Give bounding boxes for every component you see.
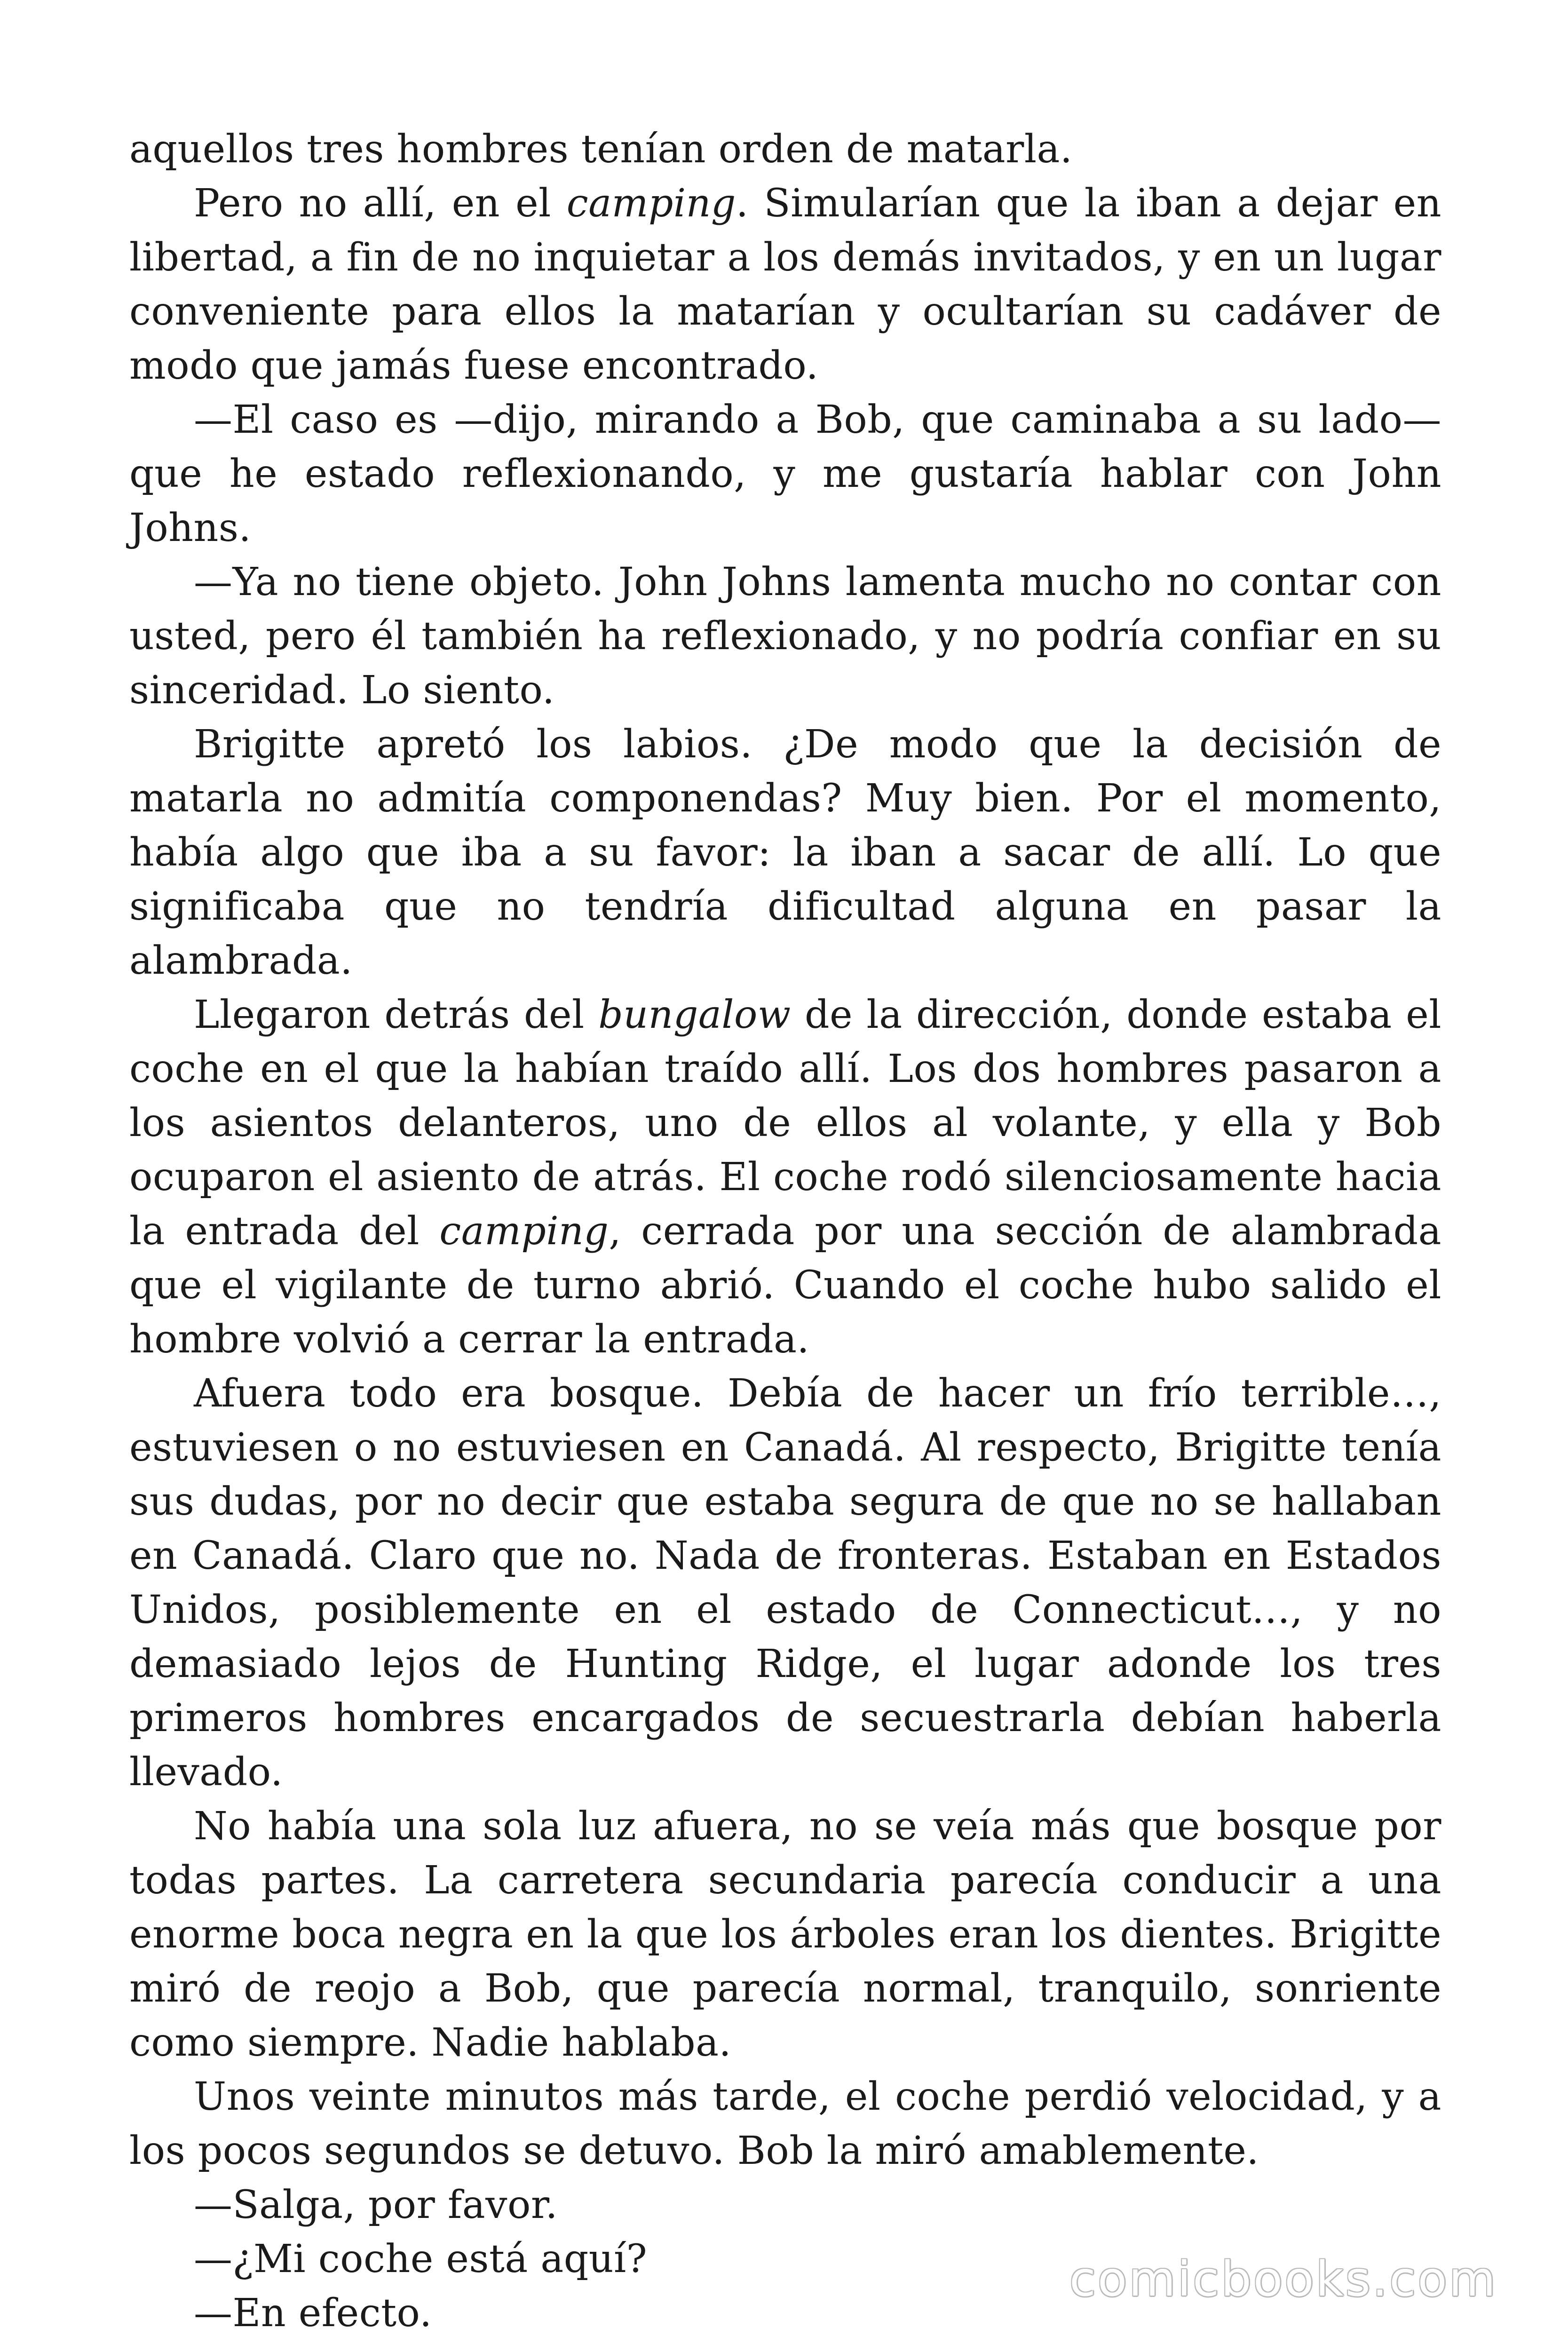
text-run: —Ya no tiene objeto. John Johns lamenta mucho no contar con usted, pero él también ha reflexionado, y no podría confiar en su sinceridad. Lo siento. (129, 560, 1441, 713)
paragraph (129, 555, 1441, 717)
text-run: . Simularían que la iban a dejar en libertad, a fin de no inquietar a los demás invitados, y en un lugar conveniente para ellos la matarían y ocultarían su cadáver de modo que jamás fuese encontrado. (129, 181, 1442, 388)
text-run: Llegaron detrás del (194, 993, 599, 1037)
paragraph (129, 176, 1441, 393)
text-run: —En efecto. (194, 2291, 432, 2336)
text-run: Brigitte apretó los labios. ¿De modo que la decisión de matarla no admitía componendas? Muy bien. Por el momento, había algo que iba a su favor: la iban a sacar de allí. Lo que significaba que no tendría dificultad alguna en pasar la alambrada. (129, 722, 1441, 983)
text-run: —¿Mi coche está aquí? (194, 2237, 648, 2281)
paragraph (129, 2178, 1441, 2232)
italic-run: camping (439, 1209, 609, 1254)
text-run: , cerrada por una sección de alambrada que el vigilante de turno abrió. Cuando el coche hubo salido el hombre volvió a cerrar la entrada. (129, 1209, 1441, 1362)
text-run: de la dirección, donde estaba el coche en el que la habían traído allí. Los dos hombres pasaron a los asientos delanteros, uno de ellos al volante, y ella y Bob ocuparon el asiento de atrás. El coche rodó silenciosamente hacia la entrada del (129, 993, 1441, 1254)
text-run: Afuera todo era bosque. Debía de hacer un frío terrible…, estuviesen o no estuviesen en Canadá. Al respecto, Brigitte tenía sus dudas, por no decir que estaba segura de que no se hallaban en Canadá. Claro que no. Nada de fronteras. Estaban en Estados Unidos, posiblemente en el estado de Connecticut…, y no demasiado lejos de Hunting Ridge, el lugar adonde los tres primeros hombres encargados de secuestrarla debían haberla llevado. (129, 1371, 1441, 1795)
paragraph (129, 2070, 1441, 2178)
paragraph (129, 1367, 1441, 1799)
paragraph (129, 122, 1441, 176)
paragraph (129, 393, 1441, 555)
paragraph (129, 717, 1441, 988)
watermark: comicbooks.com (1069, 2251, 1497, 2307)
text-run: Pero no allí, en el (194, 181, 567, 226)
italic-run: bungalow (598, 993, 791, 1037)
paragraph (129, 988, 1441, 1367)
text-run: —Salga, por favor. (194, 2183, 558, 2227)
text-run: aquellos tres hombres tenían orden de matarla. (129, 127, 1073, 172)
italic-run: camping (566, 181, 736, 226)
paragraph (129, 1799, 1441, 2070)
page-body (129, 122, 1441, 2340)
text-run: Unos veinte minutos más tarde, el coche perdió velocidad, y a los pocos segundos se detuvo. Bob la miró amablemente. (129, 2074, 1441, 2173)
text-run: No había una sola luz afuera, no se veía más que bosque por todas partes. La carretera secundaria parecía conducir a una enorme boca negra en la que los árboles eran los dientes. Brigitte miró de reojo a Bob, que parecía normal, tranquilo, sonriente como siempre. Nadie hablaba. (129, 1804, 1441, 2065)
text-run: —El caso es —dijo, mirando a Bob, que caminaba a su lado— que he estado reflexionando, y me gustaría hablar con John Johns. (129, 397, 1441, 550)
